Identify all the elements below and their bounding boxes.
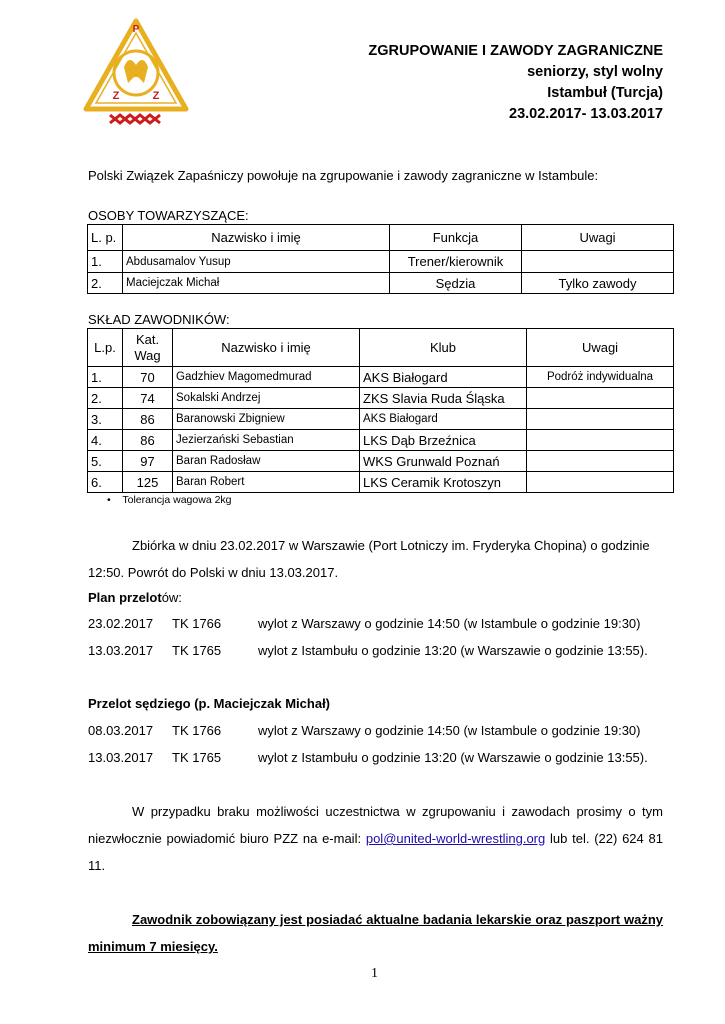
header-line-2: seniorzy, styl wolny — [527, 64, 663, 80]
table-header-row — [88, 225, 674, 251]
flight-description: wylot z Istambułu o godzinie 13:20 (w Warszawie o godzinie 13:55). — [258, 750, 648, 765]
svg-text:Z: Z — [112, 90, 120, 102]
contact-text-after: lub tel. (22) 624 81 11. — [88, 831, 663, 873]
weight-tolerance-note — [107, 494, 232, 506]
gathering-text: Zbiórka w dniu 23.02.2017 w Warszawie (Port Lotniczy im. Fryderyka Chopina) o godzinie 12:50. Powrót do Polski w dniu 13.03.2017. — [88, 538, 650, 580]
cell-notes: Tylko zawody — [522, 273, 674, 294]
cell-club: LKS Dąb Brzeźnica — [360, 430, 527, 451]
page-number: 1 — [371, 966, 378, 981]
cell-notes — [522, 251, 674, 273]
svg-text:P: P — [132, 24, 140, 35]
cell-weight: 125 — [123, 472, 173, 493]
cell-lp: 6. — [88, 472, 123, 493]
flight-description: wylot z Istambułu o godzinie 13:20 (w Warszawie o godzinie 13:55). — [258, 643, 648, 658]
cell-notes — [527, 451, 674, 472]
cell-name: Baranowski Zbigniew — [173, 409, 360, 430]
cell-notes — [527, 472, 674, 493]
column-header: Nazwisko i imię — [123, 225, 390, 251]
cell-club: AKS Białogard — [360, 367, 527, 388]
table-row — [88, 430, 674, 451]
table-header-row — [88, 329, 674, 367]
table-row — [88, 273, 674, 294]
cell-notes — [527, 430, 674, 451]
referee-heading-text: Przelot sędziego (p. Maciejczak Michał) — [88, 696, 331, 711]
cell-name: Sokalski Andrzej — [173, 388, 360, 409]
flight-date: 13.03.2017 — [88, 750, 154, 765]
cell-function: Sędzia — [390, 273, 522, 294]
column-header: Uwagi — [527, 329, 674, 367]
contact-text-before: W przypadku braku możliwości uczestnictwa w zgrupowaniu i zawodach prosimy o tym niezwłocznie powiadomić biuro PZZ na e-mail: — [88, 804, 663, 846]
cell-weight: 97 — [123, 451, 173, 472]
flight-date: 08.03.2017 — [88, 723, 154, 738]
cell-name: Baran Radosław — [173, 451, 360, 472]
column-header: Nazwisko i imię — [173, 329, 360, 367]
bullet-icon: • — [107, 494, 123, 506]
column-header: Kat. Wag — [123, 329, 173, 367]
athletes-heading: SKŁAD ZAWODNIKÓW: — [88, 312, 230, 327]
contact-paragraph — [88, 798, 663, 879]
cell-name: Abdusamalov Yusup — [123, 251, 390, 273]
flight-number: TK 1765 — [172, 643, 222, 658]
cell-name: Jezierzański Sebastian — [173, 430, 360, 451]
header-line-1: ZGRUPOWANIE I ZAWODY ZAGRANICZNE — [368, 43, 663, 59]
header-line-4: 23.02.2017- 13.03.2017 — [509, 106, 663, 122]
medical-requirement: Zawodnik zobowiązany jest posiadać aktualne badania lekarskie oraz paszport ważny minimum 7 miesięcy. — [88, 912, 663, 954]
pzz-logo-graphic — [80, 17, 192, 125]
flight-date: 23.02.2017 — [88, 616, 154, 631]
cell-lp: 2. — [88, 388, 123, 409]
cell-lp: 1. — [88, 367, 123, 388]
cell-lp: 1. — [88, 251, 123, 273]
header-line-3: Istambuł (Turcja) — [547, 85, 663, 101]
cell-name: Baran Robert — [173, 472, 360, 493]
escorts-table — [87, 224, 674, 294]
table-row — [88, 388, 674, 409]
cell-lp: 4. — [88, 430, 123, 451]
table-row — [88, 251, 674, 273]
document-header — [368, 41, 663, 125]
table-row — [88, 451, 674, 472]
flight-number: TK 1766 — [172, 723, 222, 738]
cell-notes — [527, 409, 674, 430]
cell-lp: 2. — [88, 273, 123, 294]
cell-lp: 5. — [88, 451, 123, 472]
cell-weight: 86 — [123, 430, 173, 451]
athletes-table — [87, 328, 674, 493]
cell-weight: 70 — [123, 367, 173, 388]
cell-club: WKS Grunwald Poznań — [360, 451, 527, 472]
intro-text: Polski Związek Zapaśniczy powołuje na zgrupowanie i zawody zagraniczne w Istambule: — [88, 168, 599, 183]
cell-function: Trener/kierownik — [390, 251, 522, 273]
flights-heading-rest: ów: — [161, 590, 182, 605]
column-header: Klub — [360, 329, 527, 367]
flight-date: 13.03.2017 — [88, 643, 154, 658]
column-header: L.p. — [88, 329, 123, 367]
cell-club: LKS Ceramik Krotoszyn — [360, 472, 527, 493]
cell-name: Maciejczak Michał — [123, 273, 390, 294]
cell-weight: 74 — [123, 388, 173, 409]
column-header: Funkcja — [390, 225, 522, 251]
cell-name: Gadzhiev Magomedmurad — [173, 367, 360, 388]
table-row — [88, 409, 674, 430]
cell-club: AKS Białogard — [360, 409, 527, 430]
svg-text:Z: Z — [152, 90, 160, 102]
column-header: L. p. — [88, 225, 123, 251]
cell-weight: 86 — [123, 409, 173, 430]
tolerance-text: Tolerancja wagowa 2kg — [122, 494, 232, 506]
flight-number: TK 1765 — [172, 750, 222, 765]
flight-number: TK 1766 — [172, 616, 222, 631]
flight-description: wylot z Warszawy o godzinie 14:50 (w Istambule o godzinie 19:30) — [258, 723, 641, 738]
column-header: Uwagi — [522, 225, 674, 251]
table-row — [88, 367, 674, 388]
flight-description: wylot z Warszawy o godzinie 14:50 (w Istambule o godzinie 19:30) — [258, 616, 641, 631]
cell-club: ZKS Slavia Ruda Śląska — [360, 388, 527, 409]
cell-lp: 3. — [88, 409, 123, 430]
escorts-heading: OSOBY TOWARZYSZĄCE: — [88, 208, 249, 223]
table-row — [88, 472, 674, 493]
cell-notes: Podróż indywidualna — [527, 367, 674, 388]
cell-notes — [527, 388, 674, 409]
pzz-logo — [80, 17, 192, 125]
flights-heading-bold: Plan przelot — [88, 590, 162, 605]
email-link[interactable]: pol@united-world-wrestling.org — [365, 831, 546, 846]
